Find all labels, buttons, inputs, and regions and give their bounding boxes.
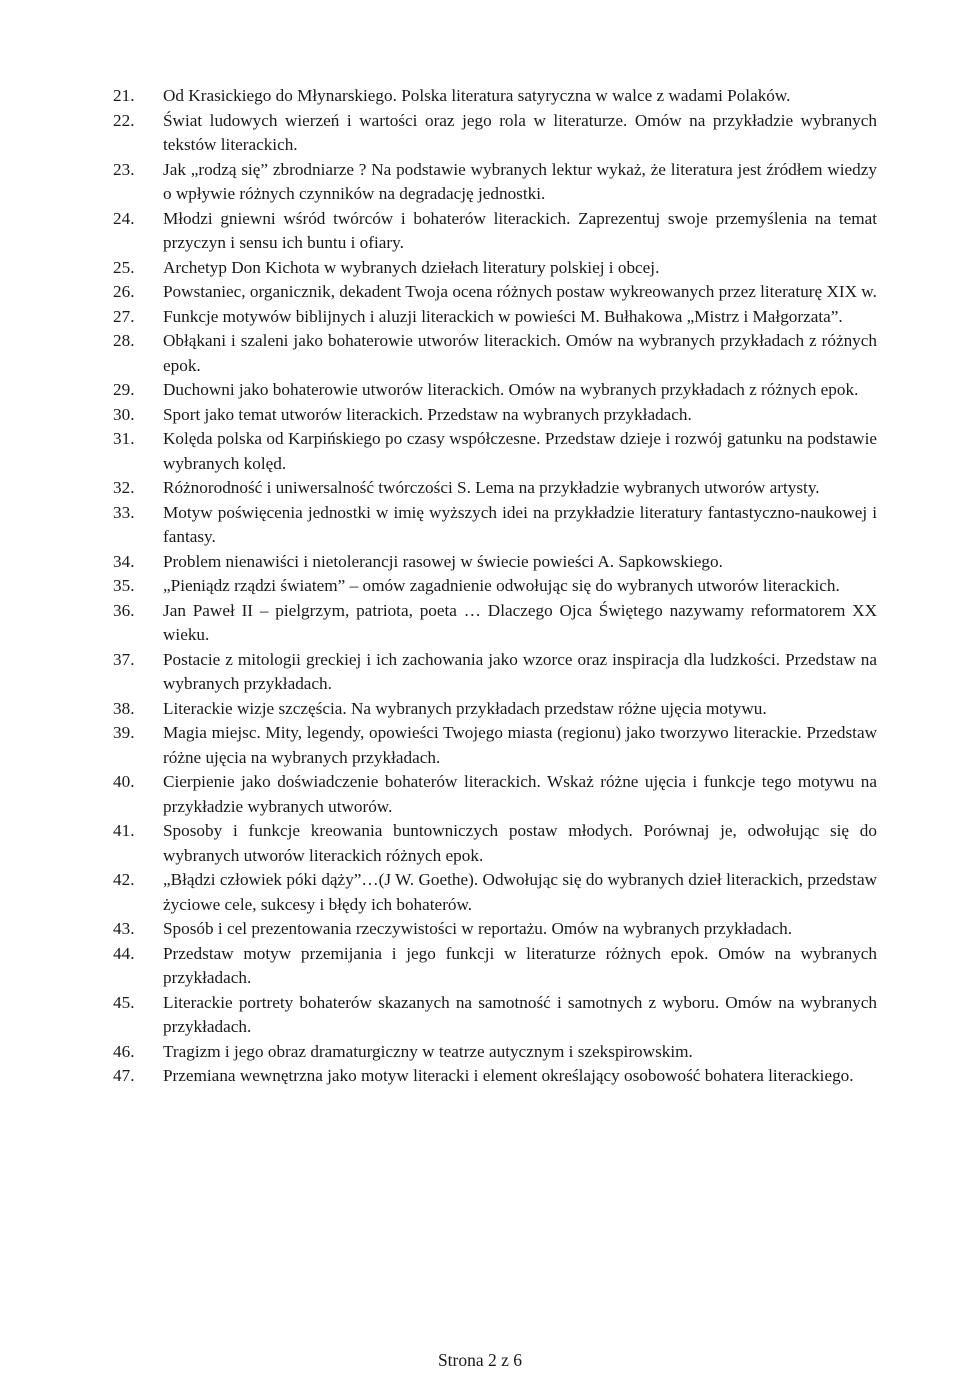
topic-text: Świat ludowych wierzeń i wartości oraz jego rola w literaturze. Omów na przykładzie wybranych tekstów literackich. [163,110,877,154]
topic-number: 30. [113,404,135,424]
topic-text: Tragizm i jego obraz dramaturgiczny w teatrze autycznym i szekspirowskim. [163,1041,693,1061]
topic-text: Przemiana wewnętrzna jako motyw literacki i element określający osobowość bohatera literackiego. [163,1066,854,1085]
list-item [113,697,877,722]
list-item [113,501,877,550]
list-item [113,599,877,648]
topic-number: 44. [113,943,135,963]
topic-number: 38. [113,698,135,718]
topic-number: 39. [113,723,135,742]
list-item [113,207,877,256]
list-item [113,721,877,770]
list-item [113,109,877,158]
topic-number: 26. [113,282,135,301]
list-item [113,305,877,330]
topic-number: 21. [113,86,135,105]
topic-number: 22. [113,110,135,130]
topic-number: 34. [113,551,135,571]
list-item [113,648,877,697]
topic-number: 25. [113,257,135,277]
topic-text: Jak „rodzą się” zbrodniarze ? Na podstawie wybranych lektur wykaż, że literatura jest źródłem wiedzy o wpływie różnych czynników na degradację jednostki. [163,159,877,203]
topic-list [113,84,877,1089]
topic-text: Różnorodność i uniwersalność twórczości S. Lema na przykładzie wybranych utworów artysty. [163,478,820,497]
topic-number: 35. [113,576,135,595]
topic-number: 42. [113,870,135,889]
list-item [113,770,877,819]
topic-text: Sposób i cel prezentowania rzeczywistości w reportażu. Omów na wybranych przykładach. [163,919,793,938]
list-item [113,917,877,942]
topic-number: 27. [113,306,135,326]
topic-text: Funkcje motywów biblijnych i aluzji literackich w powieści M. Bułhakowa „Mistrz i Małgorzata”. [163,306,843,326]
list-item [113,1040,877,1065]
topic-number: 29. [113,380,135,399]
topic-text: Cierpienie jako doświadczenie bohaterów literackich. Wskaż różne ujęcia i funkcje tego motywu na przykładzie wybranych utworów. [163,772,877,816]
topic-number: 41. [113,821,135,840]
list-item [113,84,877,109]
topic-text: Przedstaw motyw przemijania i jego funkcji w literaturze różnych epok. Omów na wybranych przykładach. [163,943,877,987]
topic-text: Literackie portrety bohaterów skazanych na samotność i samotnych z wyboru. Omów na wybranych przykładach. [163,992,877,1036]
topic-number: 33. [113,502,135,522]
topic-text: Postacie z mitologii greckiej i ich zachowania jako wzorce oraz inspiracja dla ludzkości. Przedstaw na wybranych przykładach. [163,649,877,693]
topic-number: 45. [113,992,135,1012]
topic-text: Młodzi gniewni wśród twórców i bohaterów literackich. Zaprezentuj swoje przemyślenia na temat przyczyn i sensu ich buntu i ofiary. [163,208,877,252]
topic-text: Obłąkani i szaleni jako bohaterowie utworów literackich. Omów na wybranych przykładach z różnych epok. [163,331,877,375]
list-item [113,378,877,403]
list-item [113,574,877,599]
topic-number: 24. [113,208,135,228]
topic-text: Sport jako temat utworów literackich. Przedstaw na wybranych przykładach. [163,404,692,424]
topic-number: 23. [113,159,135,179]
page-number-footer: Strona 2 z 6 [437,1350,523,1370]
topic-number: 28. [113,331,135,350]
topic-text: „Pieniądz rządzi światem” – omów zagadnienie odwołując się do wybranych utworów literackich. [163,576,840,595]
topic-text: Duchowni jako bohaterowie utworów literackich. Omów na wybranych przykładach z różnych epok. [163,380,859,399]
topic-text: Problem nienawiści i nietolerancji rasowej w świecie powieści A. Sapkowskiego. [163,551,723,571]
topic-text: Sposoby i funkcje kreowania buntowniczych postaw młodych. Porównaj je, odwołując się do wybranych utworów literackich różnych epok. [163,821,877,865]
topic-text: Literackie wizje szczęścia. Na wybranych przykładach przedstaw różne ujęcia motywu. [163,698,767,718]
topic-number: 40. [113,772,135,791]
list-item [113,427,877,476]
topic-number: 31. [113,429,135,448]
list-item [113,476,877,501]
list-item [113,329,877,378]
list-item [113,403,877,428]
list-item [113,819,877,868]
list-item [113,942,877,991]
topic-number: 46. [113,1041,135,1061]
list-item [113,280,877,305]
topic-text: Kolęda polska od Karpińskiego po czasy współczesne. Przedstaw dzieje i rozwój gatunku na podstawie wybranych kolęd. [163,429,877,473]
topic-number: 32. [113,478,135,497]
list-item [113,991,877,1040]
topic-text: Archetyp Don Kichota w wybranych dziełach literatury polskiej i obcej. [163,257,660,277]
topic-text: Od Krasickiego do Młynarskiego. Polska literatura satyryczna w walce z wadami Polaków. [163,86,791,105]
list-item [113,256,877,281]
topic-text: Jan Paweł II – pielgrzym, patriota, poeta … Dlaczego Ojca Świętego nazywamy reformatorem XX wieku. [163,600,877,644]
topic-number: 37. [113,649,135,669]
list-item [113,550,877,575]
topic-text: Magia miejsc. Mity, legendy, opowieści Twojego miasta (regionu) jako tworzywo literackie. Przedstaw różne ujęcia na wybranych przykładach. [163,723,877,767]
topic-number: 47. [113,1066,135,1085]
topic-text: Motyw poświęcenia jednostki w imię wyższych idei na przykładzie literatury fantastyczno-naukowej i fantasy. [163,502,877,546]
topic-text: Powstaniec, organicznik, dekadent Twoja ocena różnych postaw wykreowanych przez literaturę XIX w. [163,282,877,301]
list-item [113,868,877,917]
topic-text: „Błądzi człowiek póki dąży”…(J W. Goethe). Odwołując się do wybranych dzieł literackich, przedstaw życiowe cele, sukcesy i błędy ich bohaterów. [163,870,877,914]
topic-number: 43. [113,919,135,938]
topic-number: 36. [113,600,135,620]
list-item [113,1064,877,1089]
list-item [113,158,877,207]
